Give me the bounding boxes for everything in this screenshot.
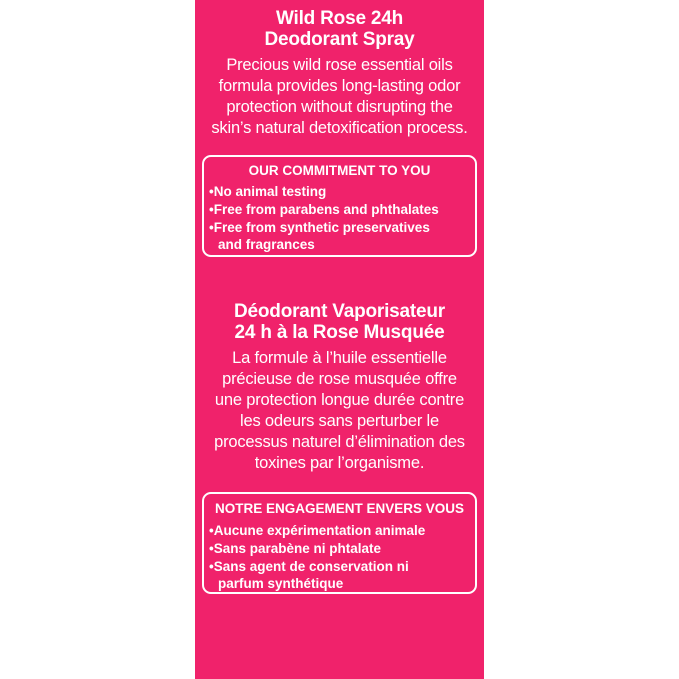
french-description-line: précieuse de rose musquée offre [222,370,457,388]
english-description-line: skin’s natural detoxification process. [211,119,468,137]
english-commitment-item [209,183,326,200]
english-title-line: Wild Rose 24h [275,8,404,29]
french-description-line: une protection longue durée contre [214,391,465,409]
english-commitment-item-text: •Free from synthetic preservatives [209,220,430,235]
product-label-panel [195,0,484,679]
french-description-line: La formule à l’huile essentielle [232,349,447,367]
french-commitment-item-text: •Sans agent de conservation ni [209,559,409,574]
french-commitment-box [202,492,477,594]
english-commitment-box [202,155,477,257]
english-commitment-item [209,219,430,253]
french-title-line: Déodorant Vaporisateur [234,301,445,322]
french-commitment-heading: NOTRE ENGAGEMENT ENVERS VOUS [214,501,465,516]
french-commitment-item-text: •Sans parabène ni phtalate [209,541,382,556]
english-title-line: Deodorant Spray [264,29,415,50]
french-description-line: processus naturel d’élimination des [214,433,465,451]
english-commitment-item-continuation: and fragrances [218,237,315,252]
french-description-line: toxines par l’organisme. [254,454,425,472]
french-commitment-item-text: •Aucune expérimentation animale [209,523,426,538]
french-title-line: 24 h à la Rose Musquée [234,322,445,343]
english-commitment-item [209,201,439,218]
french-description-line: les odeurs sans perturber le [240,412,439,430]
english-commitment-heading: OUR COMMITMENT TO YOU [248,163,431,178]
french-title [195,301,484,343]
english-description-line: Precious wild rose essential oils [226,56,453,74]
english-commitment-item-text: •No animal testing [209,184,327,199]
english-description-line: protection without disrupting the [226,98,453,116]
english-title [195,8,484,50]
english-description [195,55,484,139]
french-commitment-item-continuation: parfum synthétique [218,576,344,591]
french-description [195,348,484,474]
english-description-line: formula provides long-lasting odor [218,77,461,95]
french-commitment-item [209,540,381,557]
french-commitment-item [209,522,425,539]
english-commitment-item-text: •Free from parabens and phthalates [209,202,439,217]
french-commitment-item [209,558,409,592]
